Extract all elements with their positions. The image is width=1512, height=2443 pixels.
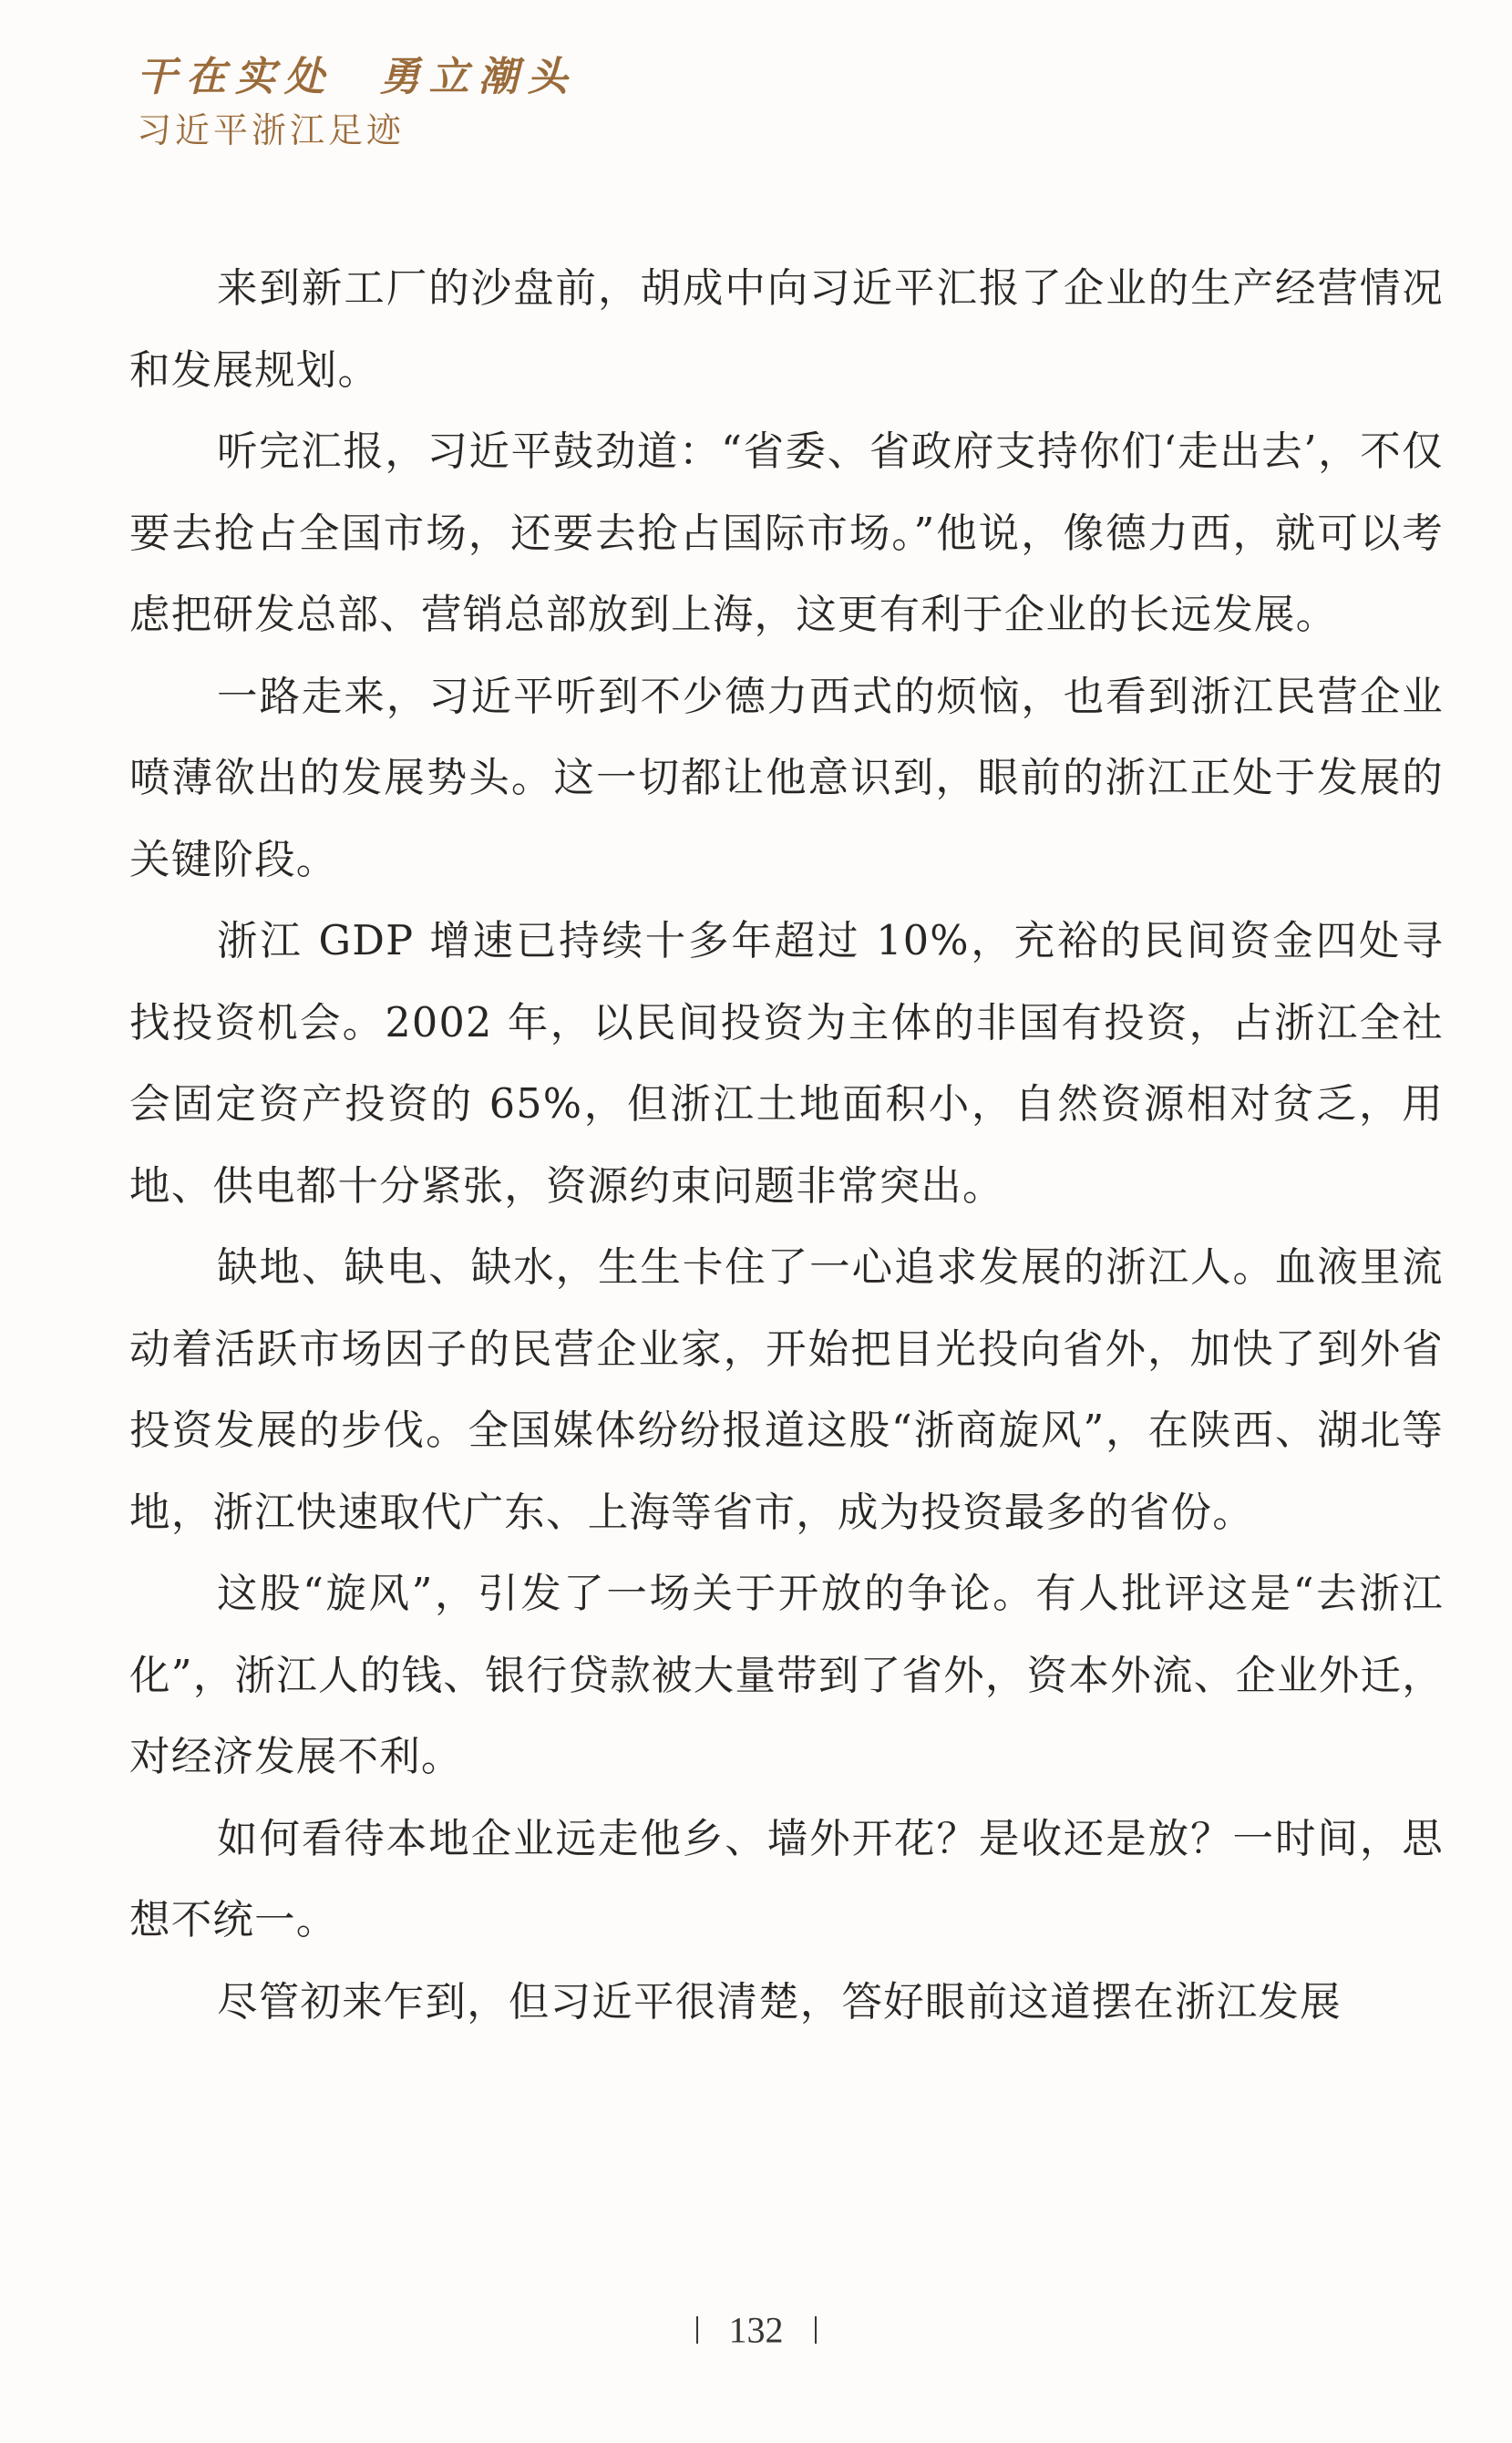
book-subtitle: 习近平浙江足迹: [137, 110, 406, 150]
paragraph: 缺地、缺电、缺水，生生卡住了一心追求发展的浙江人。血液里流动着活跃市场因子的民营企业家，开始把目光投向省外，加快了到外省投资发展的步伐。全国媒体纷纷报道这股“浙商旋风”，在陕西、湖北等地，浙江快速取代广东、上海等省市，成为投资最多的省份。: [129, 1244, 1444, 1536]
paragraph: 一路走来，习近平听到不少德力西式的烦恼，也看到浙江民营企业喷薄欲出的发展势头。这一切都让他意识到，眼前的浙江正处于发展的关键阶段。: [129, 673, 1444, 883]
paragraph: 听完汇报，习近平鼓劲道：“省委、省政府支持你们‘走出去’，不仅要去抢占全国市场，还要去抢占国际市场。”他说，像德力西，就可以考虑把研发总部、营销总部放到上海，这更有利于企业的长远发展。: [129, 428, 1444, 638]
paragraph: 如何看待本地企业远走他乡、墙外开花？是收还是放？一时间，思想不统一。: [129, 1815, 1444, 1943]
paragraph: 来到新工厂的沙盘前，胡成中向习近平汇报了企业的生产经营情况和发展规划。: [129, 265, 1444, 394]
running-header: [137, 50, 866, 154]
body-text: [129, 248, 1444, 2043]
page-footer: [0, 2304, 1512, 2351]
paragraph: 这股“旋风”，引发了一场关于开放的争论。有人批评这是“去浙江化”，浙江人的钱、银行贷款被大量带到了省外，资本外流、企业外迁，对经济发展不利。: [129, 1571, 1444, 1780]
page-number: 132: [728, 2309, 784, 2351]
paragraph: 尽管初来乍到，但习近平很清楚，答好眼前这道摆在浙江发展: [217, 1978, 1342, 2026]
book-title: 干在实处 勇立潮头: [137, 54, 577, 100]
paragraph: 浙江 GDP 增速已持续十多年超过 10%，充裕的民间资金四处寻找投资机会。2002 年，以民间投资为主体的非国有投资，占浙江全社会固定资产投资的 65%，但浙江土地面积小，自然资源相对贫乏，用地、供电都十分紧张，资源约束问题非常突出。: [129, 918, 1444, 1210]
footer-divider-left: [696, 2316, 698, 2344]
footer-divider-right: [815, 2316, 817, 2344]
